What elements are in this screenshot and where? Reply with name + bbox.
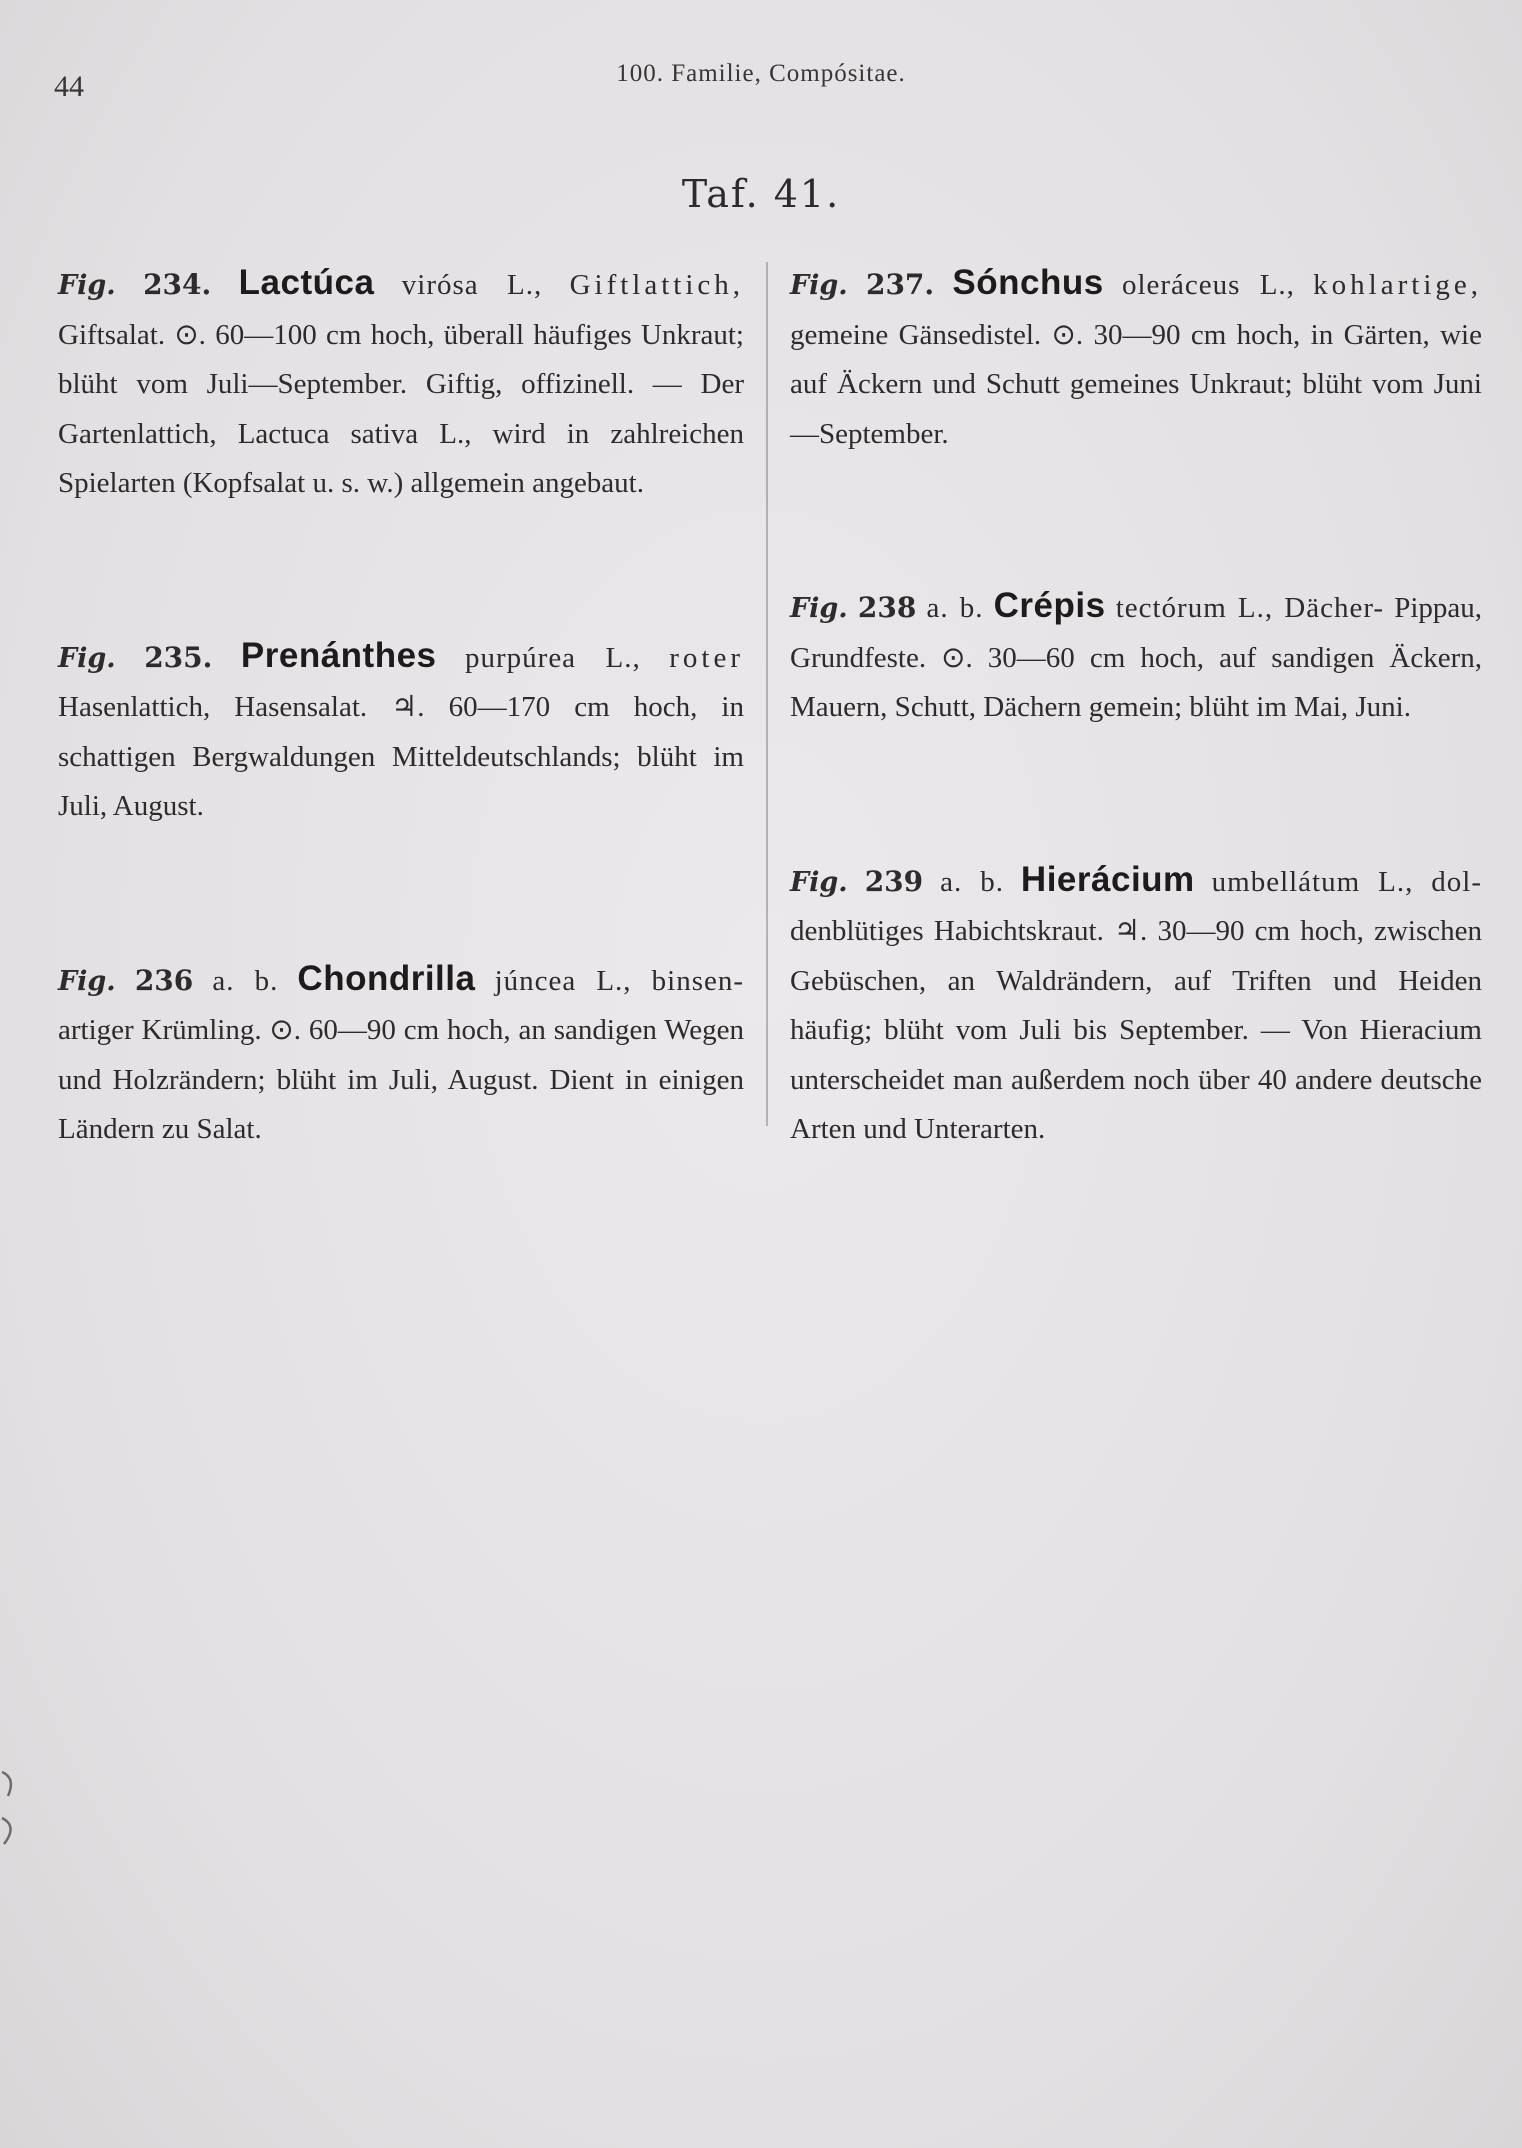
plate-title: Taf. 41.: [681, 172, 841, 216]
genus-name: Lactúca: [238, 263, 375, 302]
page-number: 44: [54, 70, 84, 103]
entry-fig-238: [790, 581, 1482, 733]
genus-name: Hierácium: [1020, 859, 1195, 899]
left-column: [58, 258, 744, 1277]
entry-fig-236: [58, 954, 744, 1155]
running-head: 100. Familie, Compósitae.: [616, 60, 906, 87]
entry-description: Pippau, Grundfeste. ⊙. 30—60 cm hoch, auf sandigen Äckern, Mauern, Schutt, Dächern gemein; blüht im Mai, Juni.: [790, 592, 1482, 723]
common-name: Giftlattich,: [569, 269, 745, 301]
right-column: [790, 258, 1482, 1277]
species-name: purpúrea L.,: [465, 641, 641, 674]
fig-number: 235.: [144, 640, 213, 674]
fig-label: Fig.: [58, 270, 116, 301]
fig-label: Fig.: [790, 866, 848, 898]
species-name: tectórum L., Dächer-: [1115, 592, 1385, 624]
genus-name: Crépis: [993, 586, 1106, 625]
figure-parts: a. b.: [212, 964, 279, 997]
entry-description: denblütiges Habichtskraut. ♃. 30—90 cm hoch, zwischen Gebüschen, an Waldrändern, auf Triften und Heiden häufig; blüht vom Juli bis September. — Von Hieracium unterscheidet man außerdem noch über 40 andere deutsche Arten und Unterarten.: [790, 915, 1482, 1145]
fig-label: Fig.: [58, 642, 116, 674]
fig-label: Fig.: [790, 593, 848, 624]
genus-name: Prenánthes: [240, 635, 437, 675]
entry-fig-234: [58, 258, 744, 509]
entry-fig-239: [790, 855, 1482, 1155]
fig-number: 238: [857, 591, 917, 624]
genus-name: Chondrilla: [297, 958, 476, 998]
entry-description: Hasenlattich, Hasensalat. ♃. 60—170 cm hoch, in schattigen Bergwaldungen Mitteldeutschlands; blüht im Juli, August.: [58, 691, 744, 822]
fig-number: 237.: [865, 268, 935, 301]
entry-description: Giftsalat. ⊙. 60—100 cm hoch, überall häufiges Unkraut; blüht vom Juli—September. Giftig, offizinell. — Der Gartenlattich, Lactuca sativa L., wird in zahlreichen Spielarten (Kopfsalat u. s. w.) allgemein angebaut.: [58, 318, 744, 499]
column-divider: [766, 262, 768, 1126]
entry-fig-237: [790, 258, 1482, 459]
entry-fig-235: [58, 631, 744, 832]
species-name: virósa L.,: [401, 269, 543, 301]
fig-number: 234.: [143, 268, 212, 301]
common-name: kohlartige,: [1313, 269, 1482, 301]
entry-description: gemeine Gänsedistel. ⊙. 30—90 cm hoch, in Gärten, wie auf Äckern und Schutt gemeines Unkraut; blüht vom Juni—September.: [790, 318, 1482, 450]
genus-name: Sónchus: [952, 263, 1104, 302]
fig-label: Fig.: [58, 965, 116, 997]
species-name: umbellátum L., dol-: [1211, 865, 1483, 898]
figure-parts: a. b.: [926, 592, 984, 624]
species-name: júncea L., binsen-: [494, 964, 745, 997]
margin-ink-mark: [0, 1760, 22, 1869]
entry-description: artiger Krümling. ⊙. 60—90 cm hoch, an sandigen Wegen und Holzrändern; blüht im Juli, August. Dient in einigen Ländern zu Salat.: [58, 1014, 744, 1145]
species-name: oleráceus L.,: [1121, 269, 1295, 301]
figure-parts: a. b.: [940, 865, 1004, 898]
fig-number: 239: [864, 864, 924, 898]
common-name: roter: [669, 641, 744, 674]
fig-label: Fig.: [790, 270, 848, 301]
fig-number: 236: [134, 963, 194, 997]
